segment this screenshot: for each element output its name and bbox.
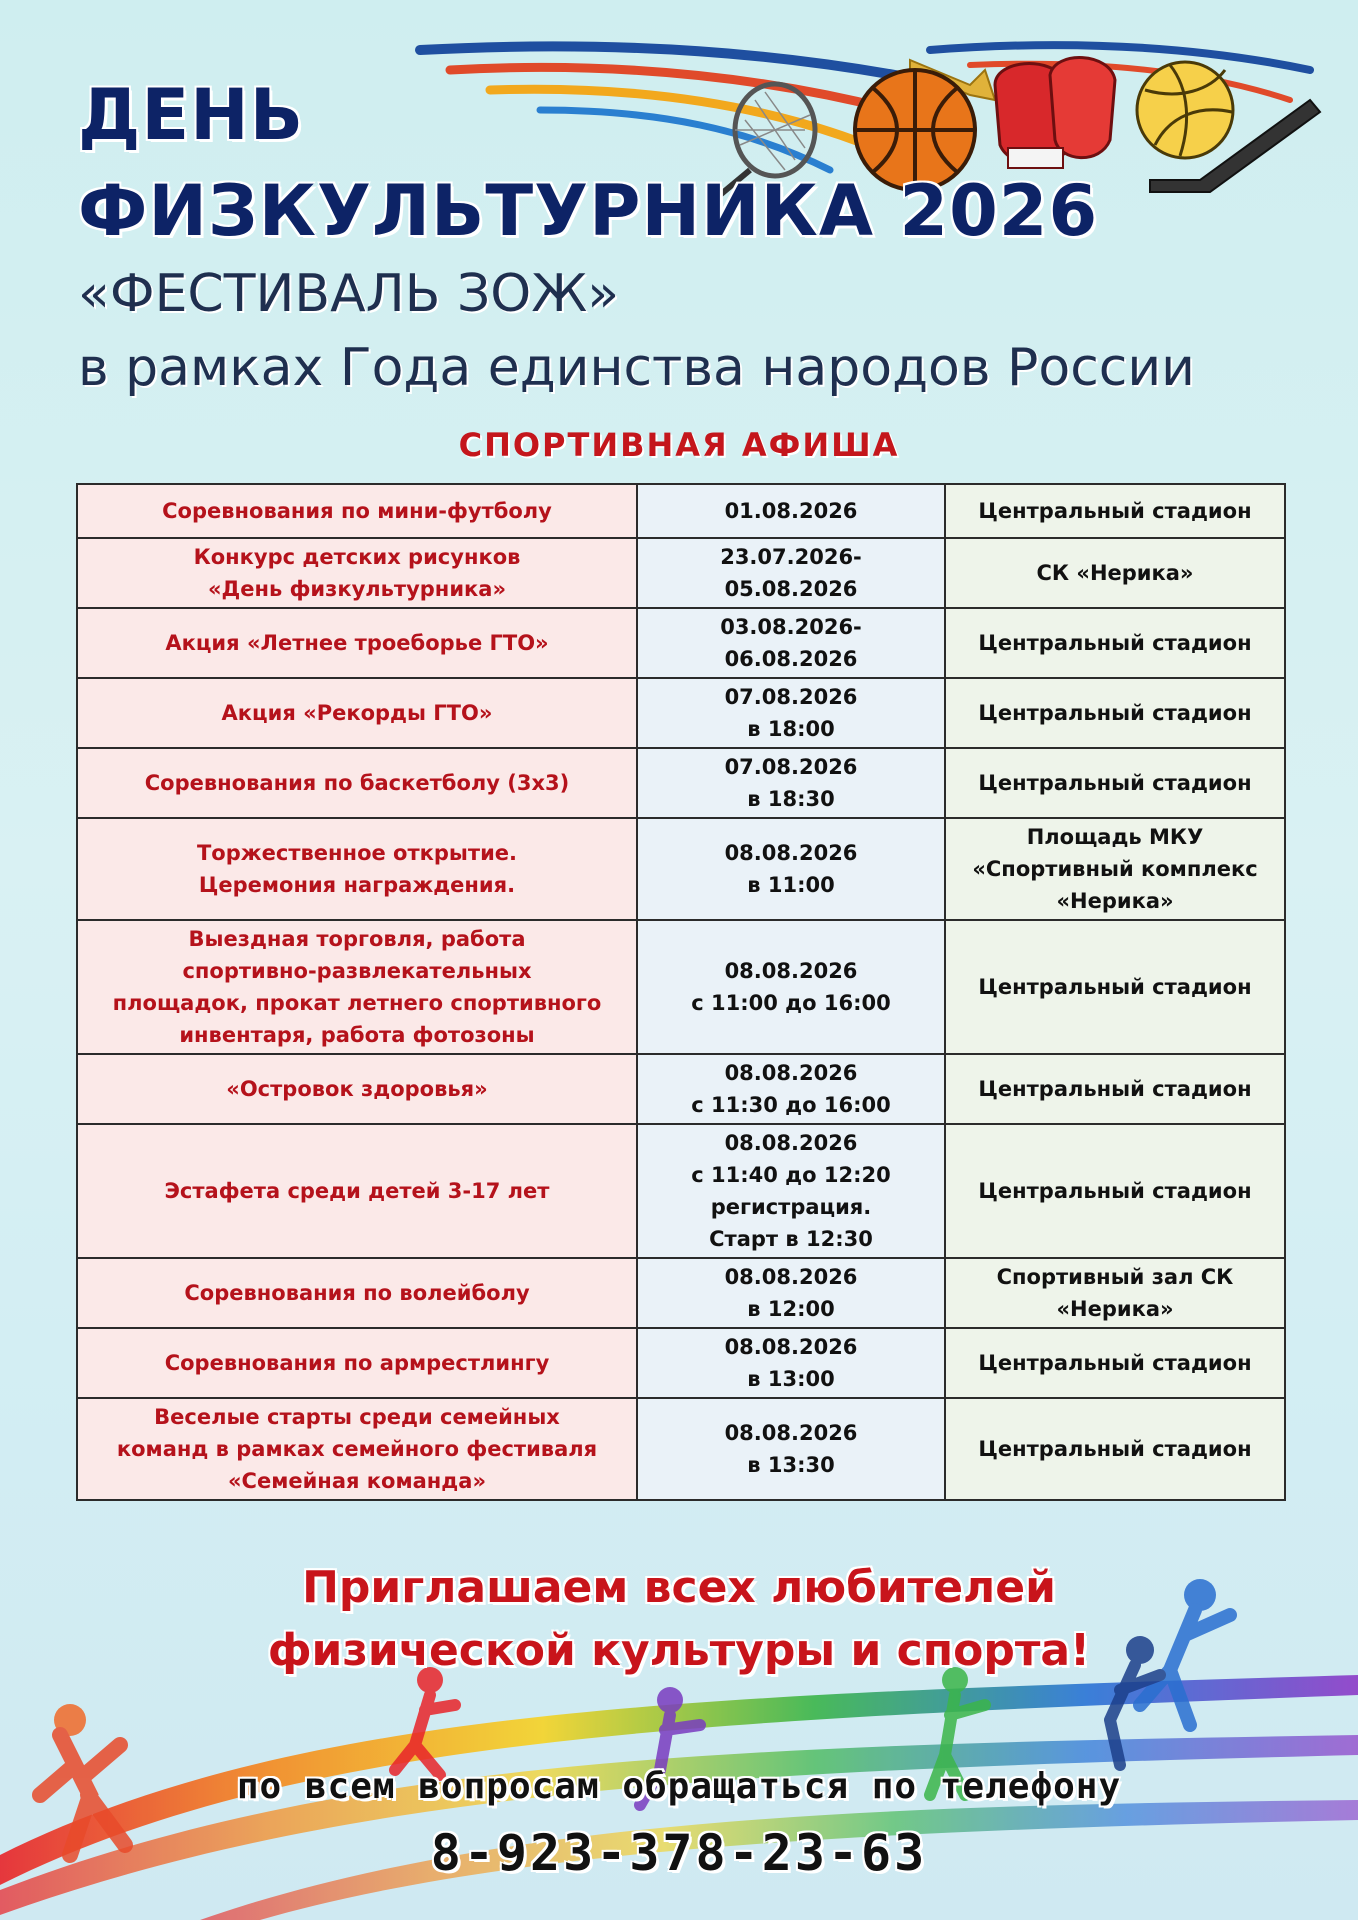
date-cell-line: регистрация. [710, 1195, 872, 1219]
table-row [77, 608, 1285, 678]
event-cell-line: Конкурс детских рисунков [193, 545, 521, 569]
table-row [77, 1328, 1285, 1398]
schedule-table [76, 483, 1286, 1501]
page-title-line1: ДЕНЬ [78, 74, 305, 156]
event-cell-line: Церемония награждения. [198, 873, 516, 897]
date-cell [637, 1124, 945, 1258]
place-cell-line: «Спортивный комплекс [972, 857, 1258, 881]
date-cell-line: 08.08.2026 [724, 1131, 858, 1155]
table-row [77, 748, 1285, 818]
place-cell-line: Центральный стадион [978, 975, 1252, 999]
event-cell [77, 608, 637, 678]
event-cell-line: команд в рамках семейного фестиваля [116, 1437, 598, 1461]
festival-subtitle: «ФЕСТИВАЛЬ ЗОЖ» [78, 264, 620, 324]
place-cell-line: Центральный стадион [978, 1179, 1252, 1203]
event-cell-line: «День физкультурника» [207, 577, 507, 601]
place-cell [945, 678, 1285, 748]
date-cell-line: 08.08.2026 [724, 1335, 858, 1359]
date-cell [637, 678, 945, 748]
date-cell-line: 08.08.2026 [724, 841, 858, 865]
event-cell [77, 920, 637, 1054]
place-cell [945, 1328, 1285, 1398]
table-row [77, 484, 1285, 538]
place-cell [945, 1054, 1285, 1124]
place-cell [945, 1258, 1285, 1328]
place-cell-line: «Нерика» [1056, 889, 1174, 913]
place-cell [945, 1398, 1285, 1500]
place-cell [945, 608, 1285, 678]
date-cell [637, 1328, 945, 1398]
event-cell-line: Выездная торговля, работа [188, 927, 526, 951]
date-cell [637, 920, 945, 1054]
year-subtitle: в рамках Года единства народов России [78, 338, 1195, 398]
invitation-line1: Приглашаем всех любителей [302, 1562, 1056, 1613]
place-cell-line: СК «Нерика» [1036, 561, 1194, 585]
date-cell-line: с 11:30 до 16:00 [691, 1093, 891, 1117]
event-cell [77, 818, 637, 920]
table-row [77, 1398, 1285, 1500]
event-cell-line: Соревнования по армрестлингу [164, 1351, 550, 1375]
date-cell-line: 07.08.2026 [724, 755, 858, 779]
place-cell-line: Центральный стадион [978, 631, 1252, 655]
date-cell [637, 1398, 945, 1500]
date-cell-line: в 11:00 [747, 873, 835, 897]
event-cell [77, 1124, 637, 1258]
place-cell [945, 748, 1285, 818]
event-cell [77, 1328, 637, 1398]
place-cell [945, 818, 1285, 920]
place-cell-line: Спортивный зал СК [996, 1265, 1234, 1289]
table-row [77, 920, 1285, 1054]
place-cell-line: Центральный стадион [978, 771, 1252, 795]
place-cell [945, 1124, 1285, 1258]
table-row [77, 818, 1285, 920]
place-cell-line: Центральный стадион [978, 1351, 1252, 1375]
event-cell [77, 484, 637, 538]
event-cell-line: Веселые старты среди семейных [154, 1405, 560, 1429]
date-cell-line: 08.08.2026 [724, 1061, 858, 1085]
event-cell [77, 1258, 637, 1328]
table-row [77, 1124, 1285, 1258]
date-cell-line: в 18:30 [747, 787, 835, 811]
table-row [77, 1258, 1285, 1328]
date-cell [637, 608, 945, 678]
event-cell-line: Соревнования по мини-футболу [162, 499, 552, 523]
place-cell [945, 920, 1285, 1054]
event-cell-line: «Островок здоровья» [226, 1077, 488, 1101]
date-cell-line: с 11:40 до 12:20 [691, 1163, 891, 1187]
event-cell-line: Акция «Летнее троеборье ГТО» [165, 631, 549, 655]
date-cell-line: в 13:00 [747, 1367, 835, 1391]
boxing-gloves-icon [995, 58, 1115, 168]
event-cell [77, 678, 637, 748]
date-cell [637, 748, 945, 818]
event-cell-line: инвентаря, работа фотозоны [179, 1023, 535, 1047]
date-cell-line: 08.08.2026 [724, 1265, 858, 1289]
event-cell [77, 1398, 637, 1500]
date-cell [637, 538, 945, 608]
place-cell-line: Центральный стадион [978, 1077, 1252, 1101]
date-cell-line: 08.08.2026 [724, 1421, 858, 1445]
date-cell-line: 23.07.2026- [720, 545, 862, 569]
date-cell-line: 08.08.2026 [724, 959, 858, 983]
table-row [77, 678, 1285, 748]
event-cell-line: Соревнования по баскетболу (3х3) [144, 771, 570, 795]
event-cell-line: Соревнования по волейболу [184, 1281, 530, 1305]
date-cell-line: Старт в 12:30 [709, 1227, 873, 1251]
date-cell [637, 1258, 945, 1328]
date-cell-line: 07.08.2026 [724, 685, 858, 709]
schedule-body [77, 484, 1285, 1500]
event-cell-line: «Семейная команда» [227, 1469, 487, 1493]
date-cell-line: 01.08.2026 [724, 499, 858, 523]
date-cell-line: 05.08.2026 [724, 577, 858, 601]
event-cell-line: Торжественное открытие. [196, 841, 518, 865]
event-cell [77, 538, 637, 608]
date-cell [637, 484, 945, 538]
table-row [77, 538, 1285, 608]
place-cell-line: Центральный стадион [978, 1437, 1252, 1461]
date-cell [637, 818, 945, 920]
event-cell-line: спортивно-развлекательных [182, 959, 532, 983]
place-cell-line: Площадь МКУ [1026, 825, 1204, 849]
phone-number: 8-923-378-23-63 [430, 1824, 928, 1882]
event-cell [77, 748, 637, 818]
place-cell [945, 538, 1285, 608]
volleyball-icon [1137, 62, 1233, 158]
date-cell-line: 06.08.2026 [724, 647, 858, 671]
event-cell-line: Акция «Рекорды ГТО» [221, 701, 493, 725]
date-cell-line: с 11:00 до 16:00 [691, 991, 891, 1015]
section-title: СПОРТИВНАЯ АФИША [458, 426, 900, 464]
table-row [77, 1054, 1285, 1124]
date-cell-line: 03.08.2026- [720, 615, 862, 639]
place-cell [945, 484, 1285, 538]
date-cell-line: в 18:00 [747, 717, 835, 741]
event-cell-line: площадок, прокат летнего спортивного [112, 991, 602, 1015]
contact-text: по всем вопросам обращаться по телефону [236, 1766, 1122, 1807]
invitation-line2: физической культуры и спорта! [267, 1625, 1091, 1676]
place-cell-line: Центральный стадион [978, 499, 1252, 523]
event-cell [77, 1054, 637, 1124]
place-cell-line: «Нерика» [1056, 1297, 1174, 1321]
place-cell-line: Центральный стадион [978, 701, 1252, 725]
date-cell-line: в 12:00 [747, 1297, 835, 1321]
date-cell [637, 1054, 945, 1124]
event-cell-line: Эстафета среди детей 3-17 лет [164, 1179, 550, 1203]
page-title-line2: ФИЗКУЛЬТУРНИКА 2026 [78, 170, 1099, 252]
date-cell-line: в 13:30 [747, 1453, 835, 1477]
